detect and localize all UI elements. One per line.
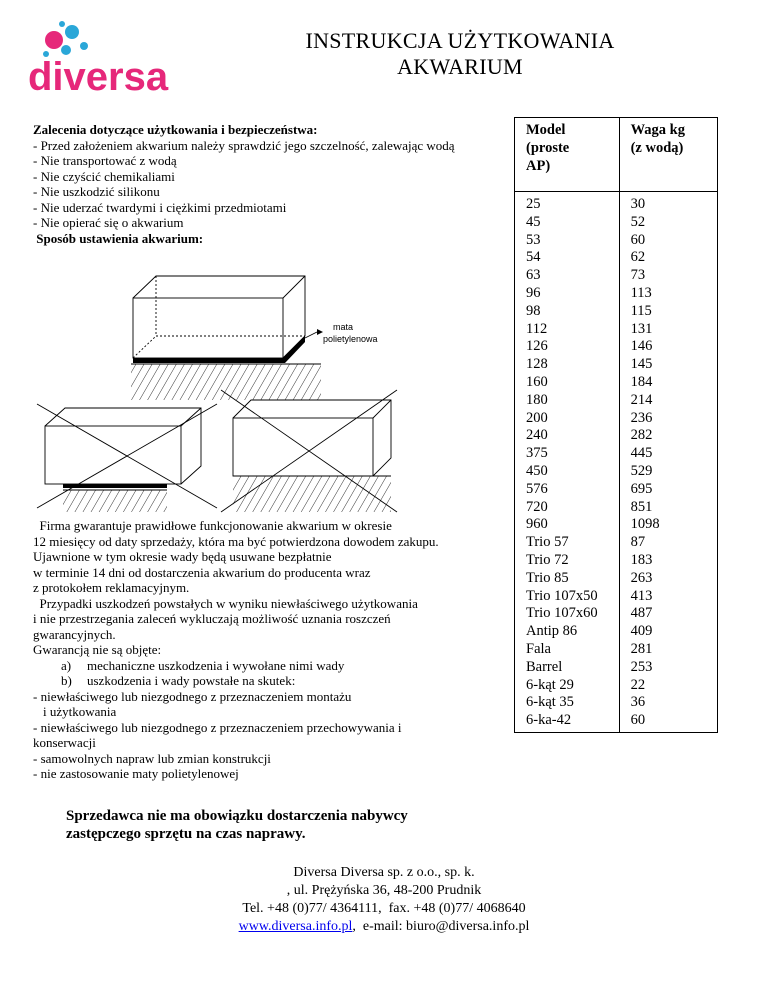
website-link[interactable]: www.diversa.info.pl <box>238 919 353 934</box>
model-cell: 720 <box>526 498 548 515</box>
weight-cell: 115 <box>630 302 652 319</box>
model-cell: 96 <box>526 284 541 301</box>
weight-cell: 52 <box>630 213 646 230</box>
weight-cell: 413 <box>630 587 653 604</box>
aquarium-diagram-figure <box>33 262 503 522</box>
weight-cell: 30 <box>630 196 646 212</box>
models-column <box>515 192 620 733</box>
model-cell: Antip 86 <box>526 623 578 640</box>
model-cell: 25 <box>526 196 541 212</box>
warranty-text: Firma gwarantuje prawidłowe funkcjonowanie akwarium w okresie <box>33 518 392 533</box>
model-cell: 576 <box>526 480 548 497</box>
model-cell: 6-ka-42 <box>526 712 572 729</box>
weight-cell: 1098 <box>630 516 660 533</box>
recommendation-item: - Nie uderzać twardymi i ciężkimi przedmiotami <box>33 199 287 215</box>
weight-cell: 529 <box>630 462 653 479</box>
weight-cell: 62 <box>630 249 646 266</box>
weight-cell: 409 <box>630 623 653 640</box>
weight-cell: 73 <box>630 267 646 284</box>
header-model: Model (proste AP) <box>515 118 620 192</box>
weight-cell: 253 <box>630 658 653 675</box>
company-name: Diversa Diversa sp. z o.o., sp. k. <box>293 865 475 880</box>
seller-note: Sprzedawca nie ma obowiązku dostarczenia nabywcy zastępczego sprzętu na czas naprawy. <box>66 808 408 842</box>
warranty-text: i nie przestrzegania zaleceń wykluczają możliwość uznania roszczeń <box>33 611 391 626</box>
warranty-text: w terminie 14 dni od dostarczenia akwarium do producenta wraz <box>33 564 371 580</box>
model-cell: 180 <box>526 391 548 408</box>
recommendations-heading: Zalecenia dotyczące użytkowania i bezpieczeństwa: <box>33 122 318 137</box>
model-cell: 6-kąt 29 <box>526 676 574 693</box>
weight-cell: 695 <box>630 480 653 497</box>
model-cell: Trio 107x60 <box>526 605 598 622</box>
model-cell: Barrel <box>526 658 563 675</box>
model-cell: 53 <box>526 231 541 248</box>
water-drops-icon <box>26 18 196 100</box>
aquarium-correct <box>133 276 305 358</box>
footer-contact <box>0 864 768 936</box>
weight-cell: 146 <box>630 338 653 355</box>
table-body-row <box>515 192 718 733</box>
weight-cell: 87 <box>630 534 646 551</box>
document-title: INSTRUKCJA UŻYTKOWANIA AKWARIUM <box>305 28 615 79</box>
recommendation-item: - Nie opierać się o akwarium <box>33 215 184 230</box>
exclusion-cause: - nie zastosowanie maty polietylenowej <box>33 766 239 781</box>
email-text: , e-mail: biuro@diversa.info.pl <box>352 919 530 934</box>
weight-cell: 60 <box>630 231 646 248</box>
exclusion-cause: - niewłaściwego lub niezgodnego z przeznaczeniem przechowywania i <box>33 719 402 735</box>
exclusion-cause: i użytkowania <box>43 704 117 719</box>
model-cell: 6-kąt 35 <box>526 694 574 711</box>
aquarium-setup-diagram <box>33 262 503 522</box>
weight-cell: 214 <box>630 391 653 408</box>
weight-cell: 131 <box>630 320 653 337</box>
company-web <box>0 918 768 936</box>
recommendation-item: - Przed założeniem akwarium należy sprawdzić jego szczelność, zalewając wodą <box>33 137 455 153</box>
model-cell: 98 <box>526 302 541 319</box>
weight-cell: 113 <box>630 284 652 301</box>
weight-cell: 60 <box>630 712 646 729</box>
warranty-text: gwarancyjnych. <box>33 626 116 642</box>
model-cell: 240 <box>526 427 548 444</box>
weight-cell: 282 <box>630 427 653 444</box>
model-cell: 128 <box>526 356 548 373</box>
weights-column <box>619 192 717 733</box>
model-cell: 54 <box>526 249 541 266</box>
table-header-row <box>515 118 718 192</box>
header-weight: Waga kg (z wodą) <box>619 118 717 192</box>
weight-cell: 445 <box>630 445 653 462</box>
model-cell: 375 <box>526 445 548 462</box>
weight-cell: 236 <box>630 409 653 426</box>
model-cell: Trio 85 <box>526 569 569 586</box>
model-cell: Trio 57 <box>526 534 569 551</box>
model-weight-table <box>514 117 718 733</box>
diversa-logo <box>26 18 196 100</box>
recommendations-section <box>33 122 503 246</box>
warranty-text: 12 miesięcy od daty sprzedaży, która ma być potwierdzona dowodem zakupu. <box>33 533 439 549</box>
logo-wordmark: diversa <box>28 55 169 99</box>
mat-label: mata <box>333 322 354 332</box>
weight-cell: 263 <box>630 569 653 586</box>
model-cell: Fala <box>526 640 551 657</box>
weight-cell: 145 <box>630 356 653 373</box>
model-cell: Trio 72 <box>526 551 569 568</box>
model-cell: Trio 107x50 <box>526 587 598 604</box>
warranty-section <box>33 518 503 782</box>
model-cell: 45 <box>526 213 541 230</box>
model-cell: 160 <box>526 373 548 390</box>
exclusion-item-a: a) mechaniczne uszkodzenia i wywołane nimi wady <box>61 657 345 673</box>
exclusion-item-b: b) uszkodzenia i wady powstałe na skutek: <box>61 673 296 688</box>
weight-cell: 183 <box>630 551 653 568</box>
model-cell: 960 <box>526 516 548 533</box>
setup-heading: Sposób ustawienia akwarium: <box>33 230 204 246</box>
exclusion-cause: - niewłaściwego lub niezgodnego z przeznaczeniem montażu <box>33 688 352 704</box>
warranty-text: Ujawnione w tym okresie wady będą usuwane bezpłatnie <box>33 549 332 564</box>
weight-cell: 851 <box>630 498 653 515</box>
recommendation-item: - Nie transportować z wodą <box>33 153 177 168</box>
exclusion-cause: - samowolnych napraw lub zmian konstrukcji <box>33 750 271 766</box>
weight-cell: 184 <box>630 373 653 390</box>
company-address: , ul. Prężyńska 36, 48-200 Prudnik <box>286 883 482 898</box>
model-cell: 112 <box>526 320 548 337</box>
weight-cell: 487 <box>630 605 653 622</box>
company-phone: Tel. +48 (0)77/ 4364111, fax. +48 (0)77/ 4068640 <box>242 901 526 916</box>
recommendation-item: - Nie czyścić chemikaliami <box>33 168 175 184</box>
warranty-text: z protokołem reklamacyjnym. <box>33 580 190 595</box>
recommendation-item: - Nie uszkodzić silikonu <box>33 184 160 199</box>
warranty-text: Przypadki uszkodzeń powstałych w wyniku niewłaściwego użytkowania <box>33 595 418 611</box>
exclusions-heading: Gwarancją nie są objęte: <box>33 642 162 657</box>
mat-label: polietylenowa <box>323 334 378 344</box>
model-cell: 200 <box>526 409 548 426</box>
model-cell: 450 <box>526 462 548 479</box>
exclusion-cause: konserwacji <box>33 735 96 750</box>
weight-cell: 36 <box>630 694 646 711</box>
model-cell: 126 <box>526 338 548 355</box>
model-cell: 63 <box>526 267 541 284</box>
weight-cell: 281 <box>630 640 653 657</box>
weight-cell: 22 <box>630 676 646 693</box>
